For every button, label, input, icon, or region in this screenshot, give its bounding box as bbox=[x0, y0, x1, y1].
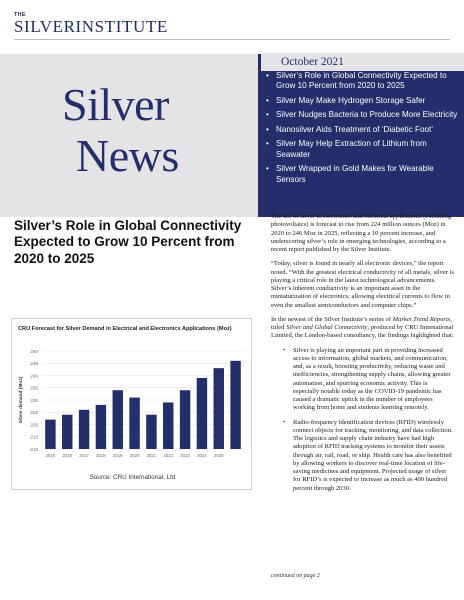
y-tick-label: 240 bbox=[30, 373, 38, 379]
chart-title: CRU Forecast for Silver Demand in Electrical and Electronics Applications (Moz) bbox=[18, 326, 232, 332]
toc-item-label: Nanosilver Aids Treatment of ‘Diabetic Foot’ bbox=[276, 124, 433, 134]
y-tick-label: 230 bbox=[30, 397, 38, 403]
y-tick-label: 225 bbox=[30, 410, 38, 416]
x-tick-label: 2018 bbox=[96, 453, 106, 458]
y-tick-label: 215 bbox=[30, 434, 38, 440]
x-tick-label: 2016 bbox=[62, 453, 73, 458]
finding-item bbox=[283, 347, 455, 413]
issue-date: October 2021 bbox=[281, 56, 344, 68]
toc-item[interactable] bbox=[264, 139, 460, 160]
x-tick-label: 2015 bbox=[45, 453, 56, 458]
chart-plot bbox=[12, 337, 253, 471]
x-tick-label: 2025 bbox=[213, 453, 224, 458]
toc-item[interactable] bbox=[264, 125, 460, 135]
bullet-icon: • bbox=[266, 71, 269, 80]
finding-item bbox=[283, 419, 455, 493]
y-tick-label: 210 bbox=[30, 446, 38, 452]
intro-mid: , titled bbox=[271, 315, 452, 331]
newsletter-title-silver: Silver bbox=[62, 79, 169, 130]
article-headline: Silver’s Role in Global Connectivity Expected to Grow 10 Percent from 2020 to 2025 bbox=[14, 218, 242, 266]
x-tick-label: 2022 bbox=[163, 453, 174, 458]
x-tick-label: 2023 bbox=[180, 453, 190, 458]
x-tick-label: 2020 bbox=[129, 453, 140, 458]
bar bbox=[163, 402, 173, 449]
toc-item-label: Silver May Help Extraction of Lithium from Seawater bbox=[276, 139, 427, 159]
y-tick-label: 250 bbox=[30, 348, 38, 354]
bullet-icon: • bbox=[266, 110, 269, 120]
y-tick-label: 245 bbox=[30, 361, 38, 367]
intro-suffix: , produced by CRU International Limited, the London-based consultancy, the findings highlighted that: bbox=[271, 324, 454, 340]
series-name: Market Trend Reports bbox=[392, 315, 451, 323]
toc-item-label: Silver Nudges Bacteria to Produce More Electricity bbox=[276, 110, 458, 120]
logo-the: THE bbox=[14, 12, 26, 18]
y-tick-label: 235 bbox=[30, 385, 38, 391]
header-divider bbox=[14, 39, 450, 40]
bar bbox=[45, 420, 55, 449]
report-title: Silver and Global Connectivity bbox=[286, 324, 368, 331]
toc-item[interactable] bbox=[264, 110, 460, 120]
article-body bbox=[271, 213, 455, 499]
toc-item[interactable] bbox=[264, 96, 460, 106]
bar bbox=[214, 368, 224, 449]
bar bbox=[96, 405, 106, 449]
article-intro bbox=[271, 316, 455, 341]
toc-item[interactable] bbox=[264, 71, 460, 92]
table-of-contents bbox=[264, 71, 460, 189]
toc-item-label: Silver Wrapped in Gold Makes for Wearable Sensors bbox=[276, 164, 434, 184]
finding-text: Silver is playing an important part in providing increased access to information, global markets, and communication, and, as a result, boosting productivity, reducing waste and inefficiencies, strengthening supply chains, allowing greater automation, and spurring economic activity. This is especially notable today as the COVID-19 pandemic has caused a dramatic uptick in the number of employees working from home and students learning remotely. bbox=[293, 346, 451, 412]
bar bbox=[113, 390, 123, 449]
bullet-icon: • bbox=[266, 164, 269, 174]
bar bbox=[129, 398, 139, 449]
bullet-icon: • bbox=[266, 124, 269, 134]
bullet-icon: • bbox=[266, 95, 269, 105]
bar bbox=[197, 378, 207, 449]
intro-prefix: In the newest of the Silver Institute’s series of bbox=[271, 315, 393, 323]
toc-item-label: Silver May Make Hydrogen Storage Safer bbox=[276, 95, 426, 105]
bar bbox=[180, 390, 190, 449]
bar bbox=[62, 415, 72, 449]
y-axis-label: Silver demand (Moz) bbox=[19, 376, 24, 424]
x-tick-label: 2021 bbox=[146, 453, 157, 458]
continued-note: continued on page 2 bbox=[271, 573, 320, 579]
chart-source: Source: CRU International, Ltd bbox=[89, 474, 176, 481]
findings-list bbox=[283, 347, 455, 493]
finding-text: Radio-frequency identification devices (RFID) wirelessly connect objects for tracking, monitoring, and data collection. The logistics and supply chain industry have had high adoption of RFID tracking systems to monitor their assets through air, rail, road, or ship. Health care has also benefited by allowing workers to discover real-time location of life-saving medicines and equipment. Projected usage of silver for RFID’s is expected to increase as much as 400 hundred percent through 2030. bbox=[293, 418, 453, 492]
newsletter-title-news: News bbox=[76, 130, 179, 181]
x-tick-label: 2017 bbox=[79, 453, 89, 458]
toc-item-label: Silver’s Role in Global Connectivity Expected to Grow 10 Percent from 2020 to 2025 bbox=[276, 71, 447, 91]
demand-forecast-chart bbox=[11, 318, 252, 490]
article-paragraph: “Today, silver is found in nearly all electronic devices,” the report noted. “With the greatest electrical conductivity of all metals, silver is playing a critical role in the latest technological advancements. Silver’s inherent conductivity is an important asset in the miniaturization of electronics; allowing electrical currents to flow in even the smallest semiconductors and computer chips.” bbox=[271, 260, 454, 309]
y-tick-label: 220 bbox=[30, 422, 38, 428]
silver-institute-logo bbox=[14, 12, 168, 35]
toc-item[interactable] bbox=[264, 164, 460, 185]
bullet-icon: • bbox=[283, 418, 286, 426]
x-tick-label: 2024 bbox=[197, 453, 207, 458]
bar bbox=[230, 361, 240, 449]
article-paragraph: The use of silver in electronics and electrical applications (excluding photovoltaics) is forecast to rise from 224 million ounces (Moz) in 2020 to 246 Moz in 2025, reflecting a 10 percent increase, and underscoring silver’s role in emerging technologies, according to a recent report published by the Silver Institute. bbox=[271, 213, 452, 253]
bullet-icon: • bbox=[266, 139, 269, 149]
logo-name: SILVERINSTITUTE bbox=[14, 17, 168, 36]
bar bbox=[146, 415, 156, 449]
bullet-icon: • bbox=[283, 346, 286, 354]
x-tick-label: 2019 bbox=[112, 453, 123, 458]
bar bbox=[79, 410, 89, 449]
masthead bbox=[0, 54, 464, 217]
